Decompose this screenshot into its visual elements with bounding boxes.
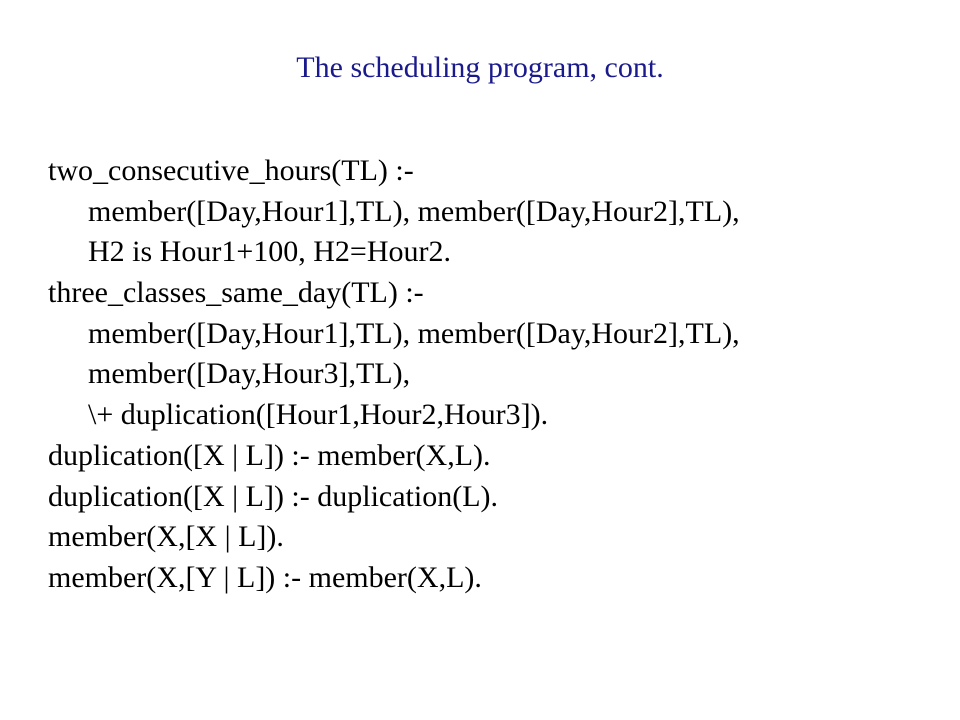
code-line-rule-head: two_consecutive_hours(TL) :- bbox=[48, 154, 414, 187]
code-line-body: member([Day,Hour1],TL), member([Day,Hour2],TL), bbox=[88, 194, 740, 228]
slide-title: The scheduling program, cont. bbox=[296, 51, 664, 84]
code-line-body: member([Day,Hour1],TL), member([Day,Hour2],TL), bbox=[88, 316, 740, 350]
code-line-body: \+ duplication([Hour1,Hour2,Hour3]). bbox=[88, 398, 549, 432]
code-line-clause: member(X,[Y | L]) :- member(X,L). bbox=[48, 560, 482, 594]
code-line-body: member([Day,Hour3],TL), bbox=[88, 357, 411, 391]
code-line-clause: member(X,[X | L]). bbox=[48, 520, 284, 554]
code-line-body: H2 is Hour1+100, H2=Hour2. bbox=[88, 235, 451, 269]
code-listing bbox=[48, 151, 928, 599]
code-line-rule-head: three_classes_same_day(TL) :- bbox=[48, 276, 424, 310]
code-line-clause: duplication([X | L]) :- member(X,L). bbox=[48, 438, 491, 472]
code-line-clause: duplication([X | L]) :- duplication(L). bbox=[48, 479, 499, 513]
